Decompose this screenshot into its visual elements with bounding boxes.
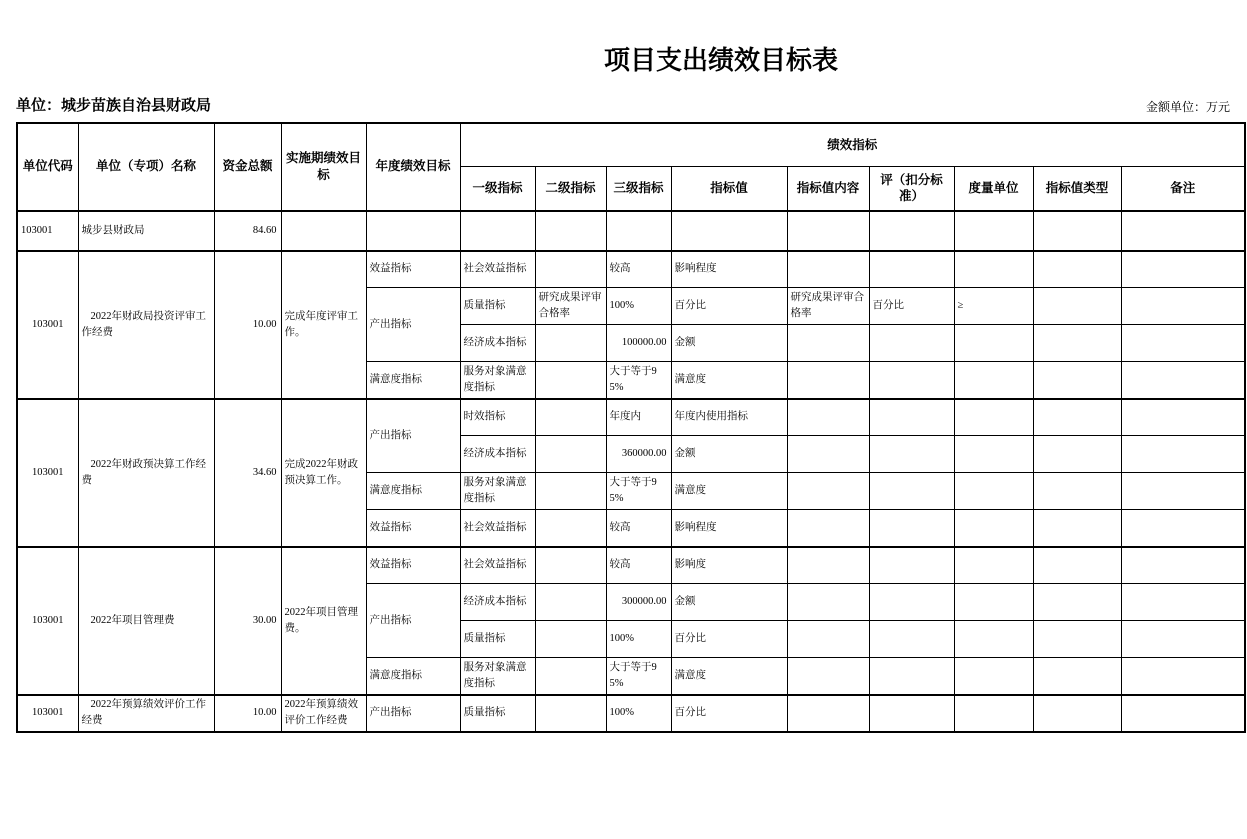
indicator-cell: 服务对象满意度指标 [460, 473, 535, 510]
impl-target-cell [281, 211, 366, 251]
indicator-cell [869, 658, 954, 695]
column-header: 指标值内容 [787, 167, 869, 211]
indicator-cell [787, 547, 869, 584]
indicator-cell [535, 584, 606, 621]
column-header: 一级指标 [460, 167, 535, 211]
unit-code-cell: 103001 [17, 547, 78, 695]
indicator-cell: 百分比 [671, 695, 787, 732]
indicator-category-cell: 产出指标 [366, 288, 460, 362]
indicator-cell [460, 211, 535, 251]
indicator-cell: ≥ [954, 288, 1033, 325]
indicator-cell [954, 362, 1033, 399]
unit-code-cell: 103001 [17, 399, 78, 547]
indicator-cell [1121, 621, 1245, 658]
indicator-cell [1121, 547, 1245, 584]
indicator-cell [1033, 621, 1121, 658]
indicator-cell [787, 211, 869, 251]
indicator-cell [954, 436, 1033, 473]
indicator-cell [869, 584, 954, 621]
indicator-category-cell: 产出指标 [366, 399, 460, 473]
column-header: 度量单位 [954, 167, 1033, 211]
amount-cell: 10.00 [214, 251, 281, 399]
indicator-cell [1121, 473, 1245, 510]
indicator-cell: 年度内 [606, 399, 671, 436]
indicator-cell [606, 211, 671, 251]
indicator-cell [869, 399, 954, 436]
indicator-cell: 研究成果评审合格率 [535, 288, 606, 325]
table-header [17, 123, 1245, 211]
indicator-cell [869, 621, 954, 658]
indicator-cell: 社会效益指标 [460, 510, 535, 547]
indicator-cell: 质量指标 [460, 288, 535, 325]
indicator-cell: 300000.00 [606, 584, 671, 621]
column-header: 二级指标 [535, 167, 606, 211]
table-row [17, 547, 1245, 584]
impl-target-cell: 2022年预算绩效评价工作经费 [281, 695, 366, 732]
indicator-cell [787, 325, 869, 362]
indicator-cell [787, 473, 869, 510]
indicator-cell: 较高 [606, 510, 671, 547]
indicator-cell [1121, 399, 1245, 436]
indicator-cell [954, 658, 1033, 695]
table-row [17, 211, 1245, 251]
indicator-cell [787, 362, 869, 399]
unit-name-cell: 2022年项目管理费 [78, 547, 214, 695]
unit-code-cell: 103001 [17, 211, 78, 251]
indicator-cell: 百分比 [869, 288, 954, 325]
indicator-cell [787, 510, 869, 547]
indicator-cell [535, 510, 606, 547]
indicator-cell [787, 658, 869, 695]
indicator-cell [1033, 547, 1121, 584]
indicator-cell [535, 362, 606, 399]
indicator-cell [535, 251, 606, 288]
unit-code-cell: 103001 [17, 695, 78, 732]
indicator-cell [1033, 325, 1121, 362]
indicator-cell: 研究成果评审合格率 [787, 288, 869, 325]
indicator-cell [869, 251, 954, 288]
indicator-cell [1033, 288, 1121, 325]
indicator-cell [954, 325, 1033, 362]
indicator-category-cell [366, 211, 460, 251]
amount-cell: 34.60 [214, 399, 281, 547]
indicator-cell [954, 473, 1033, 510]
indicator-cell [787, 436, 869, 473]
indicator-category-cell: 效益指标 [366, 547, 460, 584]
indicator-cell [1121, 325, 1245, 362]
indicator-cell [787, 695, 869, 732]
indicator-category-cell: 满意度指标 [366, 362, 460, 399]
indicator-cell [535, 436, 606, 473]
indicator-cell: 金额 [671, 436, 787, 473]
indicator-cell [954, 695, 1033, 732]
indicator-cell: 经济成本指标 [460, 325, 535, 362]
group-header: 绩效指标 [460, 123, 1245, 167]
column-header: 三级指标 [606, 167, 671, 211]
amount-unit-label: 金额单位：万元 [1145, 99, 1230, 114]
indicator-cell: 大于等于95% [606, 473, 671, 510]
indicator-cell [535, 325, 606, 362]
indicator-cell [869, 547, 954, 584]
indicator-cell: 100000.00 [606, 325, 671, 362]
indicator-cell: 时效指标 [460, 399, 535, 436]
indicator-cell [1033, 399, 1121, 436]
impl-target-cell: 完成年度评审工作。 [281, 251, 366, 399]
indicator-cell: 年度内使用指标 [671, 399, 787, 436]
indicator-cell: 百分比 [671, 621, 787, 658]
indicator-cell [1121, 288, 1245, 325]
amount-cell: 10.00 [214, 695, 281, 732]
indicator-cell [1121, 362, 1245, 399]
indicator-cell [954, 621, 1033, 658]
indicator-category-cell: 效益指标 [366, 510, 460, 547]
indicator-cell: 百分比 [671, 288, 787, 325]
indicator-cell [1121, 436, 1245, 473]
indicator-cell: 服务对象满意度指标 [460, 658, 535, 695]
indicator-cell: 金额 [671, 325, 787, 362]
table-body [17, 211, 1245, 732]
indicator-cell [535, 399, 606, 436]
indicator-cell [869, 325, 954, 362]
indicator-category-cell: 满意度指标 [366, 473, 460, 510]
indicator-cell [671, 211, 787, 251]
indicator-cell: 影响度 [671, 547, 787, 584]
indicator-cell [1121, 584, 1245, 621]
unit-code-cell: 103001 [17, 251, 78, 399]
indicator-cell: 影响程度 [671, 510, 787, 547]
indicator-cell [787, 621, 869, 658]
column-header: 单位（专项）名称 [78, 123, 214, 211]
column-header: 指标值类型 [1033, 167, 1121, 211]
indicator-cell [869, 510, 954, 547]
indicator-category-cell: 满意度指标 [366, 658, 460, 695]
indicator-cell [954, 584, 1033, 621]
column-header: 资金总额 [214, 123, 281, 211]
unit-name-cell: 城步县财政局 [78, 211, 214, 251]
indicator-cell [1121, 251, 1245, 288]
indicator-cell: 100% [606, 621, 671, 658]
indicator-cell [1121, 658, 1245, 695]
impl-target-cell: 完成2022年财政预决算工作。 [281, 399, 366, 547]
column-header: 指标值 [671, 167, 787, 211]
column-header: 备注 [1121, 167, 1245, 211]
indicator-cell [1033, 695, 1121, 732]
indicator-cell [954, 547, 1033, 584]
indicator-cell: 经济成本指标 [460, 584, 535, 621]
indicator-cell [954, 251, 1033, 288]
column-header: 年度绩效目标 [366, 123, 460, 211]
indicator-cell [535, 473, 606, 510]
indicator-cell [1033, 510, 1121, 547]
indicator-cell: 金额 [671, 584, 787, 621]
unit-label: 单位：城步苗族自治县财政局 [16, 96, 212, 114]
indicator-cell [535, 547, 606, 584]
indicator-cell [1033, 658, 1121, 695]
indicator-cell: 100% [606, 288, 671, 325]
indicator-cell [535, 621, 606, 658]
indicator-cell [869, 436, 954, 473]
performance-target-table [16, 122, 1246, 733]
indicator-cell: 社会效益指标 [460, 251, 535, 288]
indicator-cell [954, 399, 1033, 436]
indicator-cell: 大于等于95% [606, 658, 671, 695]
indicator-cell [869, 362, 954, 399]
indicator-cell: 经济成本指标 [460, 436, 535, 473]
unit-name-cell: 2022年财政局投资评审工作经费 [78, 251, 214, 399]
indicator-cell: 满意度 [671, 473, 787, 510]
indicator-cell [535, 695, 606, 732]
table-row [17, 399, 1245, 436]
column-header: 实施期绩效目标 [281, 123, 366, 211]
indicator-cell [1033, 251, 1121, 288]
indicator-cell: 质量指标 [460, 695, 535, 732]
meta-row [16, 94, 1230, 115]
indicator-cell: 较高 [606, 251, 671, 288]
indicator-cell [1033, 584, 1121, 621]
indicator-cell [954, 510, 1033, 547]
column-header: 评（扣分标准） [869, 167, 954, 211]
indicator-cell [787, 251, 869, 288]
indicator-cell [787, 399, 869, 436]
amount-cell: 84.60 [214, 211, 281, 251]
indicator-cell [1033, 436, 1121, 473]
page-title: 项目支出绩效目标表 [603, 45, 838, 75]
indicator-cell [869, 695, 954, 732]
indicator-category-cell: 效益指标 [366, 251, 460, 288]
indicator-cell [787, 584, 869, 621]
indicator-cell [535, 211, 606, 251]
indicator-cell: 社会效益指标 [460, 547, 535, 584]
indicator-cell: 较高 [606, 547, 671, 584]
indicator-cell: 360000.00 [606, 436, 671, 473]
unit-name-cell: 2022年财政预决算工作经费 [78, 399, 214, 547]
indicator-cell [1033, 473, 1121, 510]
indicator-cell [954, 211, 1033, 251]
indicator-cell [1033, 211, 1121, 251]
indicator-cell: 满意度 [671, 362, 787, 399]
indicator-cell [869, 211, 954, 251]
impl-target-cell: 2022年项目管理费。 [281, 547, 366, 695]
amount-cell: 30.00 [214, 547, 281, 695]
indicator-cell: 服务对象满意度指标 [460, 362, 535, 399]
column-header: 单位代码 [17, 123, 78, 211]
table-row [17, 251, 1245, 288]
indicator-cell: 100% [606, 695, 671, 732]
indicator-category-cell: 产出指标 [366, 695, 460, 732]
indicator-cell [869, 473, 954, 510]
indicator-cell [1121, 695, 1245, 732]
indicator-cell [1121, 510, 1245, 547]
indicator-cell: 大于等于95% [606, 362, 671, 399]
unit-name-cell: 2022年预算绩效评价工作经费 [78, 695, 214, 732]
table-row [17, 695, 1245, 732]
indicator-cell [1033, 362, 1121, 399]
indicator-cell: 质量指标 [460, 621, 535, 658]
indicator-category-cell: 产出指标 [366, 584, 460, 658]
indicator-cell [1121, 211, 1245, 251]
indicator-cell: 影响程度 [671, 251, 787, 288]
indicator-cell: 满意度 [671, 658, 787, 695]
indicator-cell [535, 658, 606, 695]
